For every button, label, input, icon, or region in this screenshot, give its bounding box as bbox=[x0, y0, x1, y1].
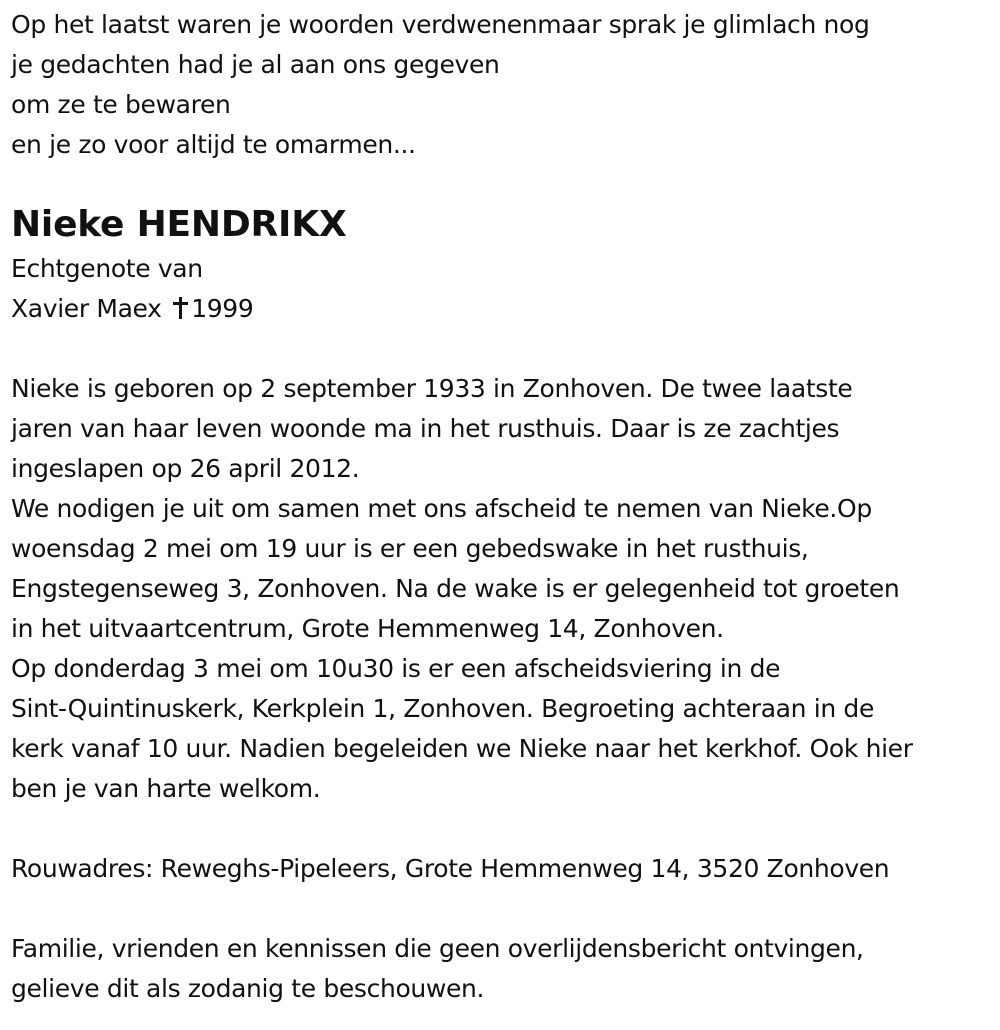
poem-line: om ze te bewaren bbox=[11, 90, 231, 119]
deceased-name: Nieke HENDRIKX bbox=[11, 204, 347, 245]
announcement-line: woensdag 2 mei om 19 uur is er een gebedswake in het rusthuis, bbox=[11, 534, 809, 563]
announcement-text bbox=[11, 369, 996, 809]
poem-line: je gedachten had je al aan ons gegeven bbox=[11, 50, 500, 79]
poem bbox=[11, 5, 996, 165]
announcement-line: Nieke is geboren op 2 september 1933 in Zonhoven. De twee laatste bbox=[11, 374, 853, 403]
relation-label: Echtgenote van bbox=[11, 254, 203, 283]
closing-note bbox=[11, 929, 996, 1009]
poem-line: Op het laatst waren je woorden verdwenenmaar sprak je glimlach nog bbox=[11, 10, 870, 39]
announcement-line: ben je van harte welkom. bbox=[11, 774, 321, 803]
spouse-line bbox=[11, 289, 996, 329]
announcement-line: We nodigen je uit om samen met ons afscheid te nemen van Nieke.Op bbox=[11, 494, 872, 523]
spouse-name: Xavier Maex bbox=[11, 294, 162, 323]
announcement-line: kerk vanaf 10 uur. Nadien begeleiden we Nieke naar het kerkhof. Ook hier bbox=[11, 734, 913, 763]
announcement-line: Sint-Quintinuskerk, Kerkplein 1, Zonhoven. Begroeting achteraan in de bbox=[11, 694, 874, 723]
closing-line: Familie, vrienden en kennissen die geen overlijdensbericht ontvingen, bbox=[11, 934, 864, 963]
mourning-address: Rouwadres: Reweghs-Pipeleers, Grote Hemmenweg 14, 3520 Zonhoven bbox=[11, 854, 890, 883]
announcement-line: ingeslapen op 26 april 2012. bbox=[11, 454, 360, 483]
closing-line: gelieve dit als zodanig te beschouwen. bbox=[11, 974, 485, 1003]
cross-icon bbox=[173, 297, 187, 319]
announcement-line: Engstegenseweg 3, Zonhoven. Na de wake is er gelegenheid tot groeten bbox=[11, 574, 900, 603]
announcement-line: jaren van haar leven woonde ma in het rusthuis. Daar is ze zachtjes bbox=[11, 414, 840, 443]
announcement-line: Op donderdag 3 mei om 10u30 is er een afscheidsviering in de bbox=[11, 654, 781, 683]
spouse-death-year: 1999 bbox=[191, 294, 254, 323]
obituary-document bbox=[11, 5, 996, 1009]
announcement-line: in het uitvaartcentrum, Grote Hemmenweg 14, Zonhoven. bbox=[11, 614, 724, 643]
poem-line: en je zo voor altijd te omarmen... bbox=[11, 130, 416, 159]
